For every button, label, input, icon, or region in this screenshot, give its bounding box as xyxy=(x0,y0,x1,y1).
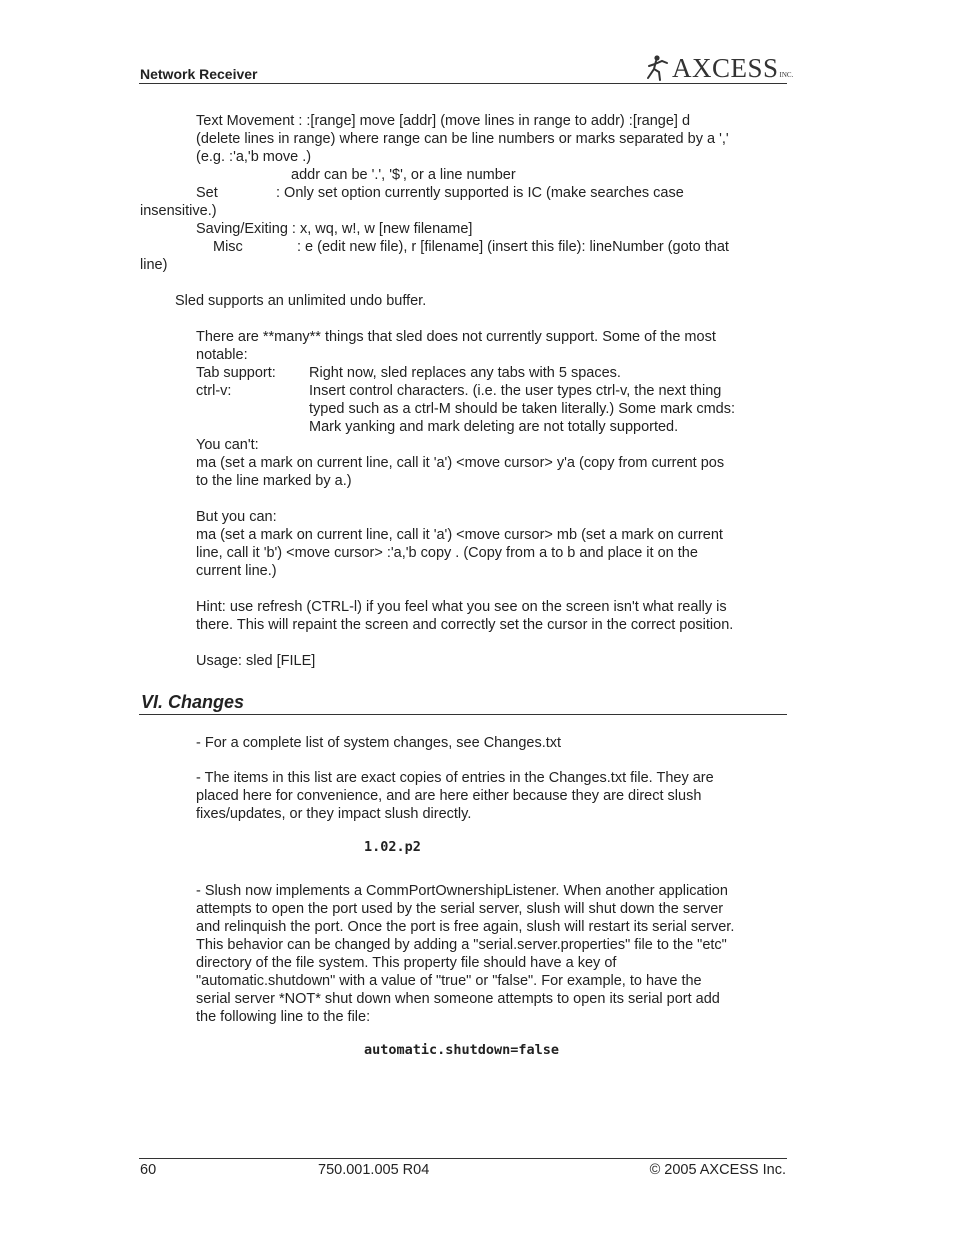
text-line: But you can: xyxy=(196,509,277,525)
text-line: typed such as a ctrl-M should be taken literally.) Some mark cmds: xyxy=(309,401,736,417)
text-line: (e.g. :'a,'b move .) xyxy=(196,149,312,165)
text-line: - For a complete list of system changes, see Changes.txt xyxy=(196,735,562,751)
text-line: line, call it 'b') <move cursor> :'a,'b copy . (Copy from a to b and place it on the xyxy=(196,545,698,561)
text-line: - Slush now implements a CommPortOwnershipListener. When another application xyxy=(196,883,728,899)
text-line: Text Movement : :[range] move [addr] (move lines in range to addr) :[range] d xyxy=(196,113,691,129)
text-line: "automatic.shutdown" with a value of "true" or "false". For example, to have the xyxy=(196,973,702,989)
text-line: placed here for convenience, and are here either because they are direct slush xyxy=(196,788,702,804)
text-line: There are **many** things that sled does not currently support. Some of the most xyxy=(196,329,716,345)
text-line: You can't: xyxy=(196,437,259,453)
text-line: Sled supports an unlimited undo buffer. xyxy=(175,293,427,309)
version-heading: 1.02.p2 xyxy=(364,839,421,855)
logo-wordmark: AXCESS xyxy=(672,53,779,83)
text-line: serial server *NOT* shut down when someone attempts to open its serial port add xyxy=(196,991,720,1007)
text-line-label: ctrl-v: xyxy=(196,383,232,399)
code-line: automatic.shutdown=false xyxy=(364,1042,560,1058)
section-heading: VI. Changes xyxy=(141,692,245,712)
text-line: attempts to open the port used by the serial server, slush will shut down the server xyxy=(196,901,724,917)
header-title: Network Receiver xyxy=(140,66,258,82)
text-line: addr can be '.', '$', or a line number xyxy=(291,167,516,183)
text-line: Right now, sled replaces any tabs with 5 spaces. xyxy=(309,365,621,381)
text-line: Hint: use refresh (CTRL-l) if you feel what you see on the screen isn't what really is xyxy=(196,599,727,615)
text-line: Insert control characters. (i.e. the user types ctrl-v, the next thing xyxy=(309,383,722,399)
text-line: and relinquish the port. Once the port is free again, slush will restart its serial server. xyxy=(196,919,735,935)
text-line: : e (edit new file), r [filename] (insert this file): lineNumber (goto that xyxy=(297,239,729,255)
text-line: (delete lines in range) where range can be line numbers or marks separated by a ',' xyxy=(196,131,729,147)
text-line: to the line marked by a.) xyxy=(196,473,352,489)
text-line: ma (set a mark on current line, call it 'a') <move cursor> mb (set a mark on current xyxy=(196,527,723,543)
text-line: : Only set option currently supported is IC (make searches case xyxy=(276,185,684,201)
footer-rule xyxy=(139,1158,787,1159)
text-line-label: Tab support: xyxy=(196,365,276,381)
copyright: © 2005 AXCESS Inc. xyxy=(649,1162,786,1178)
company-logo xyxy=(644,52,793,82)
text-line: Mark yanking and mark deleting are not totally supported. xyxy=(309,419,679,435)
runner-logo-icon xyxy=(644,54,670,82)
text-line: - The items in this list are exact copies of entries in the Changes.txt file. They are xyxy=(196,770,714,786)
text-line-label: Set xyxy=(196,185,218,201)
text-line: directory of the file system. This property file should have a key of xyxy=(196,955,617,971)
text-line: Usage: sled [FILE] xyxy=(196,653,316,669)
text-line: current line.) xyxy=(196,563,277,579)
header-rule xyxy=(139,83,787,84)
text-line: notable: xyxy=(196,347,248,363)
text-line: insensitive.) xyxy=(140,203,217,219)
text-line: Saving/Exiting : x, wq, w!, w [new filename] xyxy=(196,221,473,237)
section-rule xyxy=(139,714,787,715)
logo-suffix: INC. xyxy=(779,71,794,79)
text-line: ma (set a mark on current line, call it 'a') <move cursor> y'a (copy from current pos xyxy=(196,455,725,471)
text-line: there. This will repaint the screen and correctly set the cursor in the correct position. xyxy=(196,617,734,633)
text-line: fixes/updates, or they impact slush directly. xyxy=(196,806,472,822)
text-line-label: Misc xyxy=(213,239,243,255)
text-line: This behavior can be changed by adding a "serial.server.properties" file to the "etc" xyxy=(196,937,727,953)
document-id: 750.001.005 R04 xyxy=(318,1162,430,1178)
page-number: 60 xyxy=(140,1162,157,1178)
text-line: the following line to the file: xyxy=(196,1009,371,1025)
text-line: line) xyxy=(140,257,168,273)
